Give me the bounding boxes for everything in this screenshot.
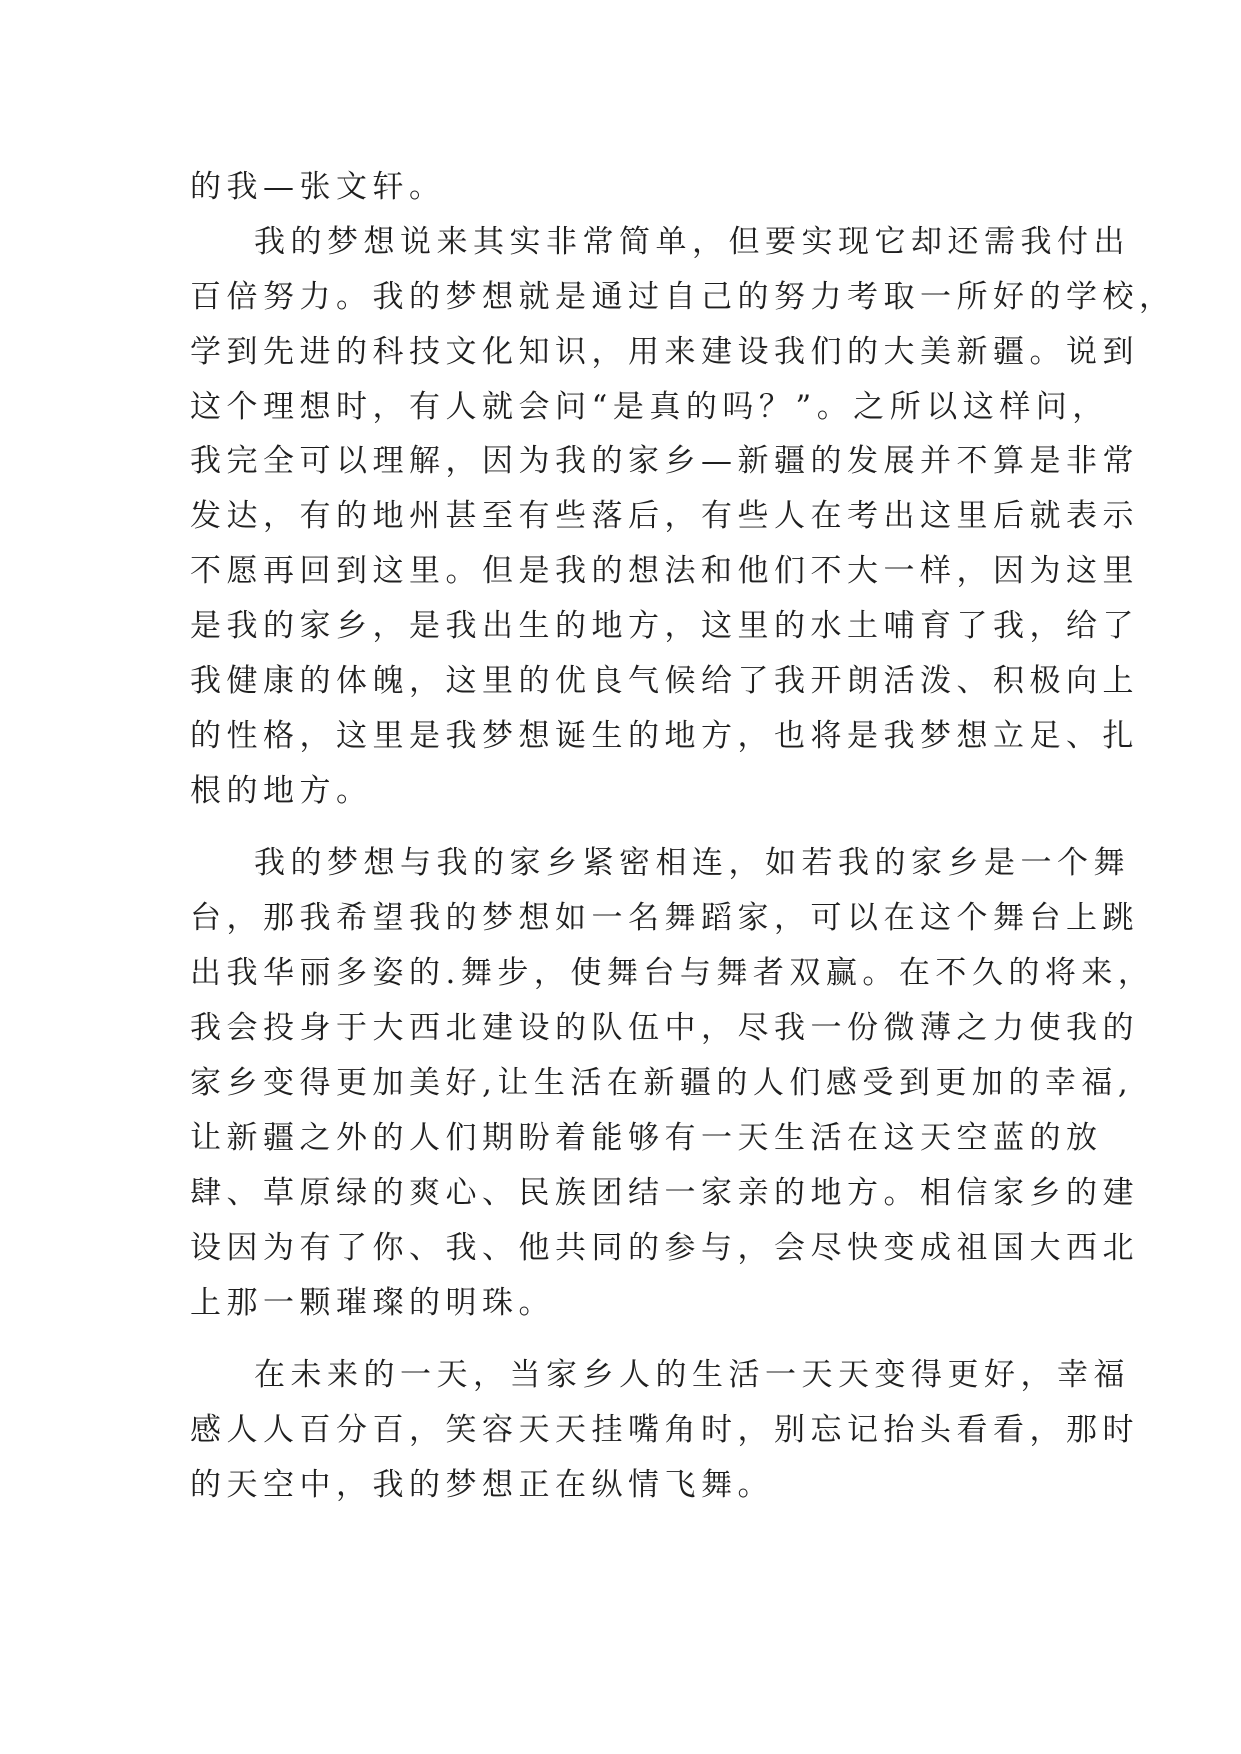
text-line: 是我的家乡，是我出生的地方，这里的水土哺育了我，给了: [190, 608, 1139, 644]
text-line: 我健康的体魄，这里的优良气候给了我开朗活泼、积极向上: [190, 663, 1139, 699]
text-line: 家乡变得更加美好,让生活在新疆的人们感受到更加的幸福,: [190, 1065, 1134, 1101]
text-line: 我会投身于大西北建设的队伍中，尽我一份微薄之力使我的: [190, 1010, 1139, 1046]
text-line: 感人人百分百，笑容天天挂嘴角时，别忘记抬头看看，那时: [190, 1412, 1139, 1448]
text-line: 根的地方。: [190, 773, 373, 809]
paragraph-first-line: 我的梦想与我的家乡紧密相连，如若我的家乡是一个舞: [254, 845, 1130, 881]
text-line: 设因为有了你、我、他共同的参与，会尽快变成祖国大西北: [190, 1230, 1139, 1266]
paragraph-first-line: 我的梦想说来其实非常简单，但要实现它却还需我付出: [254, 224, 1130, 260]
text-line: 我完全可以理解，因为我的家乡—新疆的发展并不算是非常: [190, 443, 1139, 479]
text-line: 台，那我希望我的梦想如一名舞蹈家，可以在这个舞台上跳: [190, 900, 1139, 936]
text-line: 的性格，这里是我梦想诞生的地方，也将是我梦想立足、扎: [190, 718, 1139, 754]
text-line: 不愿再回到这里。但是我的想法和他们不大一样，因为这里: [190, 553, 1139, 589]
text-line: 让新疆之外的人们期盼着能够有一天生活在这天空蓝的放: [190, 1120, 1103, 1156]
text-line: 出我华丽多姿的.舞步，使舞台与舞者双赢。在不久的将来，: [190, 955, 1155, 991]
text-line: 肆、草原绿的爽心、民族团结一家亲的地方。相信家乡的建: [190, 1175, 1139, 1211]
text-line: 的天空中，我的梦想正在纵情飞舞。: [190, 1467, 774, 1503]
text-line: 百倍努力。我的梦想就是通过自己的努力考取一所好的学校，: [190, 279, 1176, 315]
text-line: 学到先进的科技文化知识，用来建设我们的大美新疆。说到: [190, 334, 1139, 370]
text-line: 这个理想时，有人就会问“是真的吗？”。之所以这样问，: [190, 389, 1109, 425]
text-line: 的我—张文轩。: [190, 169, 446, 205]
text-line: 发达，有的地州甚至有些落后，有些人在考出这里后就表示: [190, 498, 1139, 534]
text-line: 上那一颗璀璨的明珠。: [190, 1285, 555, 1321]
paragraph-first-line: 在未来的一天，当家乡人的生活一天天变得更好，幸福: [254, 1357, 1130, 1393]
